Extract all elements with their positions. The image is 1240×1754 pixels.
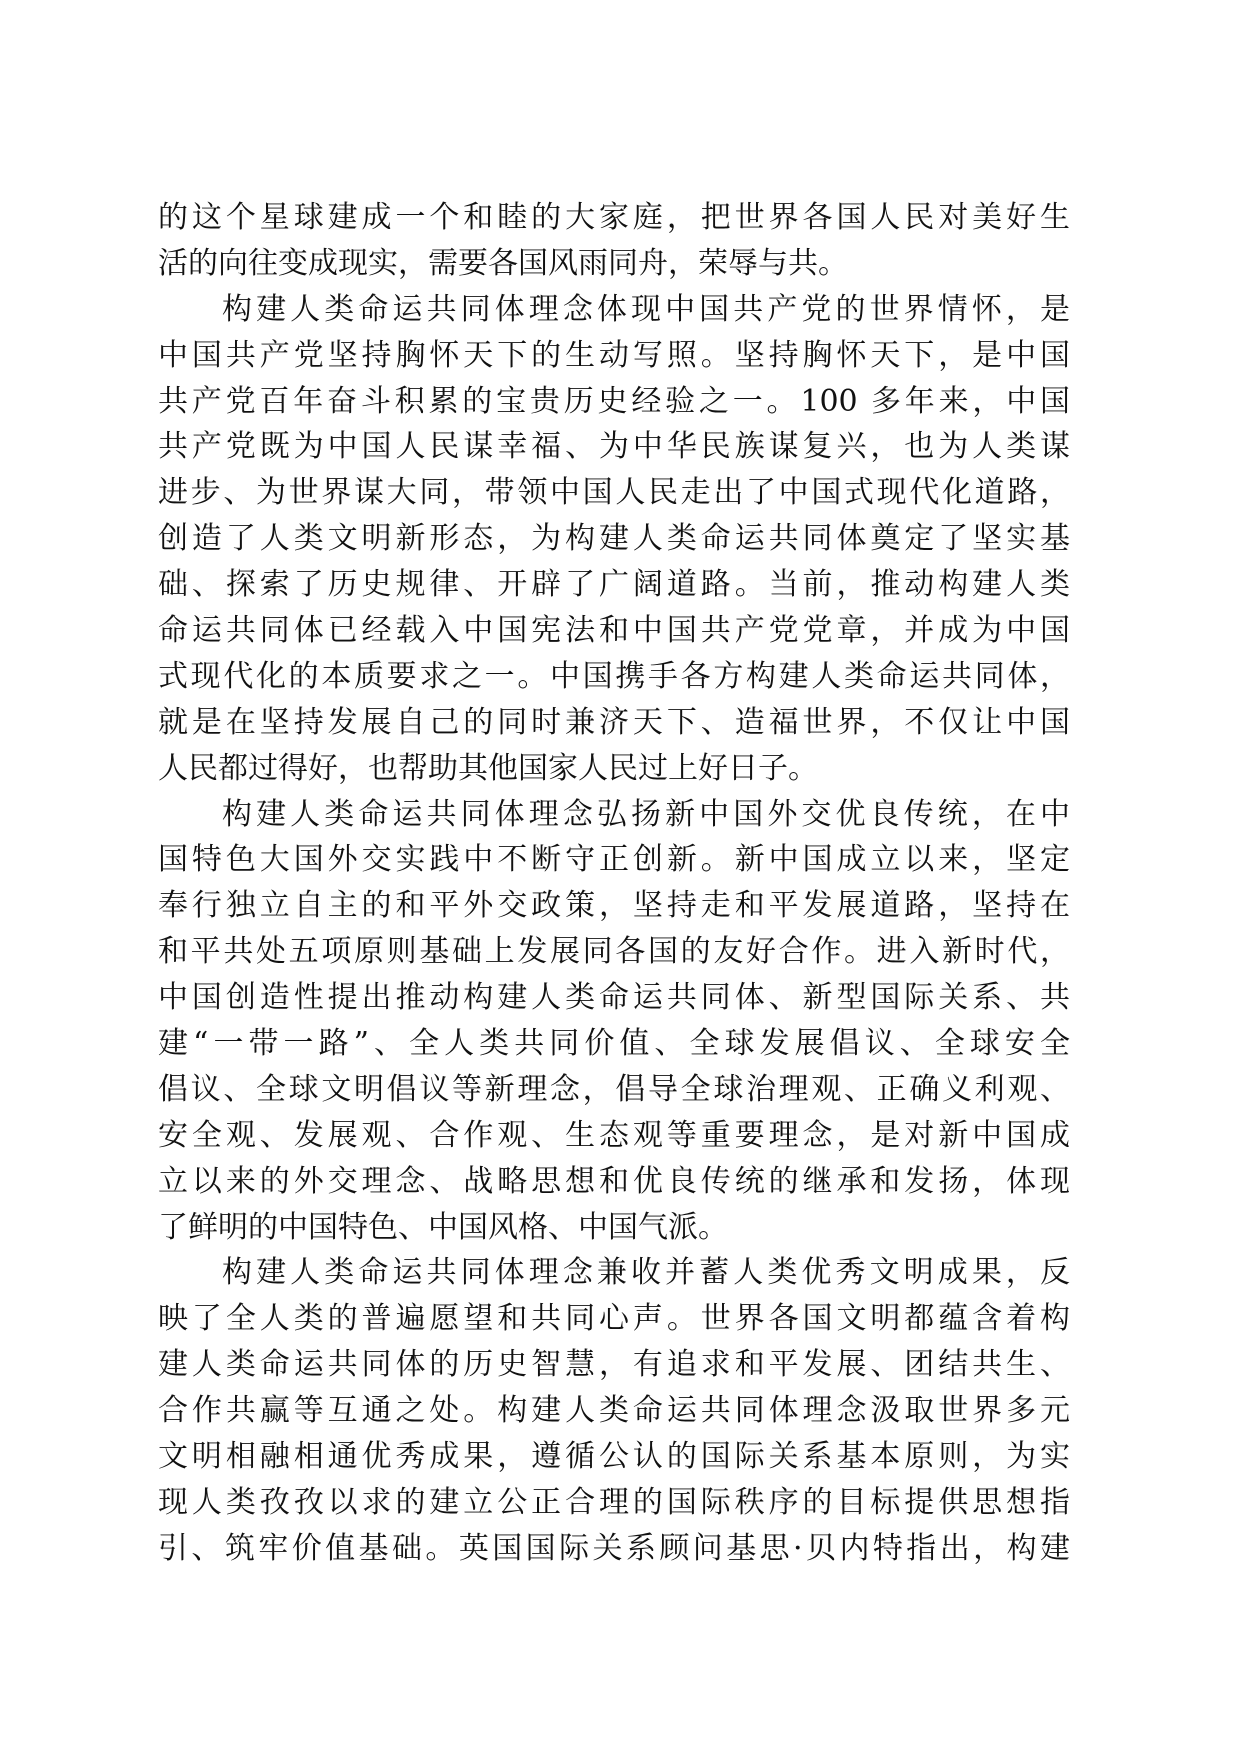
- text-line: 活的向往变成现实，需要各国风雨同舟，荣辱与共。: [158, 245, 848, 281]
- text-line: 建“一带一路”、全人类共同价值、全球发展倡议、全球安全: [158, 1026, 1070, 1062]
- text-line: 建人类命运共同体的历史智慧，有追求和平发展、团结共生、: [158, 1347, 1070, 1383]
- text-line: 共产党既为中国人民谋幸福、为中华民族谋复兴，也为人类谋: [158, 429, 1070, 465]
- text-line: 文明相融相通优秀成果，遵循公认的国际关系基本原则，为实: [158, 1439, 1070, 1475]
- text-line: 了鲜明的中国特色、中国风格、中国气派。: [158, 1209, 728, 1245]
- text-line: 创造了人类文明新形态，为构建人类命运共同体奠定了坚实基: [158, 521, 1070, 557]
- text-line: 的这个星球建成一个和睦的大家庭，把世界各国人民对美好生: [158, 200, 1070, 235]
- text-line: 础、探索了历史规律、开辟了广阔道路。当前，推动构建人类: [158, 567, 1070, 603]
- text-line: 共产党百年奋斗积累的宝贵历史经验之一。100 多年来，中国: [158, 383, 1070, 419]
- text-line: 立以来的外交理念、战略思想和优良传统的继承和发扬，体现: [158, 1163, 1070, 1199]
- text-line: 式现代化的本质要求之一。中国携手各方构建人类命运共同体，: [158, 658, 1070, 694]
- text-line: 映了全人类的普遍愿望和共同心声。世界各国文明都蕴含着构: [158, 1301, 1070, 1337]
- body-text: [158, 196, 1070, 1573]
- text-line: 中国共产党坚持胸怀天下的生动写照。坚持胸怀天下，是中国: [158, 337, 1070, 373]
- paragraph-first-line: 构建人类命运共同体理念弘扬新中国外交优良传统，在中: [222, 796, 1070, 832]
- text-line: 现人类孜孜以求的建立公正合理的国际秩序的目标提供思想指: [158, 1484, 1070, 1520]
- text-line: 就是在坚持发展自己的同时兼济天下、造福世界，不仅让中国: [158, 704, 1070, 740]
- text-line: 命运共同体已经载入中国宪法和中国共产党党章，并成为中国: [158, 613, 1070, 649]
- text-line: 国特色大国外交实践中不断守正创新。新中国成立以来，坚定: [158, 842, 1070, 878]
- text-line: 进步、为世界谋大同，带领中国人民走出了中国式现代化道路，: [158, 475, 1070, 511]
- text-line: 中国创造性提出推动构建人类命运共同体、新型国际关系、共: [158, 980, 1070, 1016]
- text-line: 奉行独立自主的和平外交政策，坚持走和平发展道路，坚持在: [158, 888, 1070, 924]
- text-line: 倡议、全球文明倡议等新理念，倡导全球治理观、正确义利观、: [158, 1071, 1070, 1107]
- text-line: 和平共处五项原则基础上发展同各国的友好合作。进入新时代，: [158, 934, 1070, 970]
- paragraph-first-line: 构建人类命运共同体理念兼收并蓄人类优秀文明成果，反: [222, 1255, 1070, 1291]
- text-line: 引、筑牢价值基础。英国国际关系顾问基思·贝内特指出，构建: [158, 1530, 1070, 1566]
- text-line: 人民都过得好，也帮助其他国家人民过上好日子。: [158, 750, 818, 786]
- text-line: 合作共赢等互通之处。构建人类命运共同体理念汲取世界多元: [158, 1393, 1070, 1429]
- paragraph-first-line: 构建人类命运共同体理念体现中国共产党的世界情怀，是: [222, 291, 1070, 327]
- text-line: 安全观、发展观、合作观、生态观等重要理念，是对新中国成: [158, 1117, 1070, 1153]
